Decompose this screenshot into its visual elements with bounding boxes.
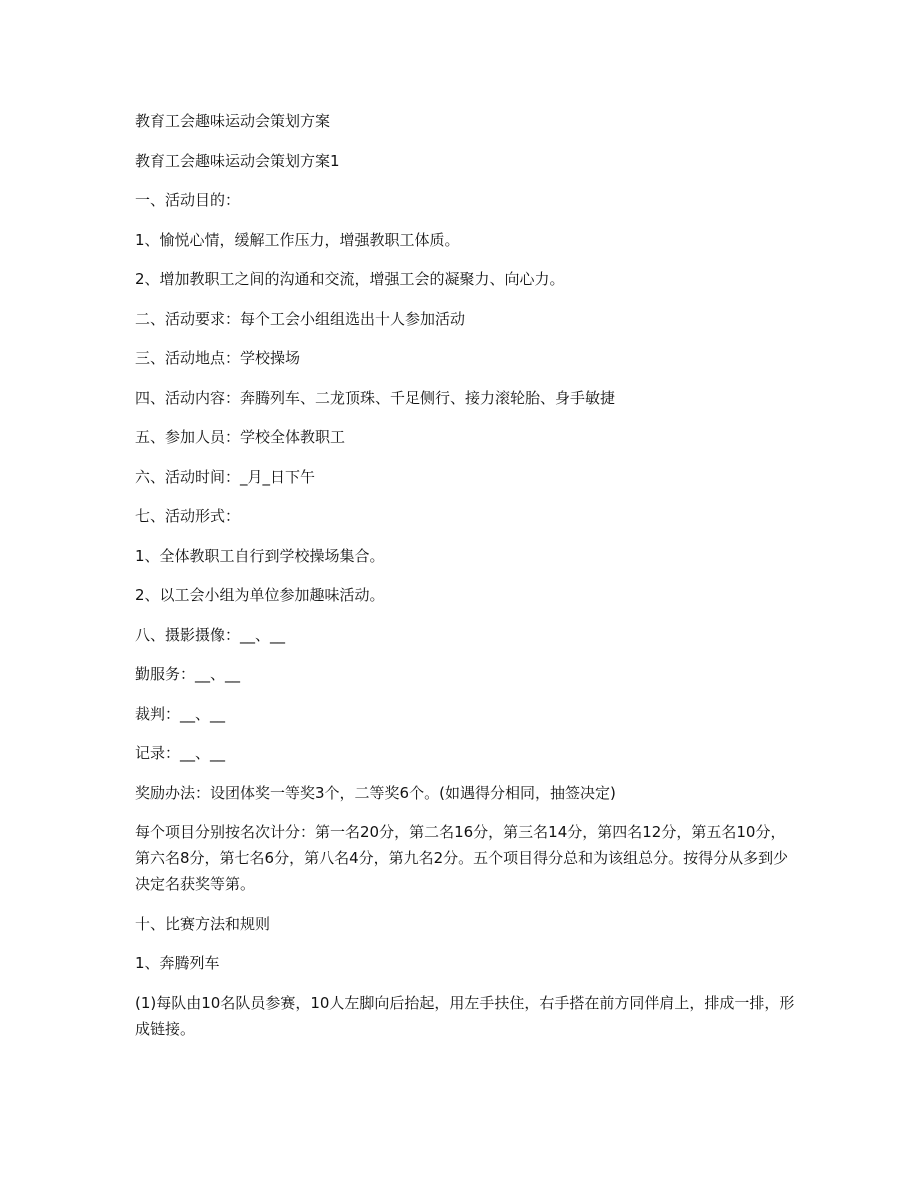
rule-event-1-detail: (1)每队由10名队员参赛，10人左脚向后抬起，用左手扶住，右手搭在前方同伴肩上，排成一排，形成链接。 bbox=[135, 993, 795, 1038]
document-body bbox=[135, 108, 795, 1055]
section-photography: 八、摄影摄像：__、__ bbox=[135, 625, 286, 644]
section-format-heading: 七、活动形式： bbox=[135, 507, 241, 525]
section-location: 三、活动地点：学校操场 bbox=[135, 349, 301, 367]
plan-heading: 教育工会趣味运动会策划方案1 bbox=[135, 151, 340, 170]
document-title: 教育工会趣味运动会策划方案 bbox=[135, 112, 331, 130]
section-requirements: 二、活动要求：每个工会小组组选出十人参加活动 bbox=[135, 309, 466, 328]
purpose-item-2: 2、增加教职工之间的沟通和交流，增强工会的凝聚力、向心力。 bbox=[135, 270, 565, 288]
referees: 裁判：__、__ bbox=[135, 704, 226, 723]
section-rules-heading: 十、比赛方法和规则 bbox=[135, 914, 271, 933]
award-method: 奖励办法：设团体奖一等奖3个，二等奖6个。(如遇得分相同，抽签决定) bbox=[135, 783, 616, 802]
service-staff: 勤服务：__、__ bbox=[135, 665, 241, 683]
rule-event-1-heading: 1、奔腾列车 bbox=[135, 954, 220, 972]
purpose-item-1: 1、愉悦心情，缓解工作压力，增强教职工体质。 bbox=[135, 230, 460, 249]
format-item-1: 1、全体教职工自行到学校操场集合。 bbox=[135, 546, 385, 565]
section-content: 四、活动内容：奔腾列车、二龙顶珠、千足侧行、接力滚轮胎、身手敏捷 bbox=[135, 388, 616, 407]
scoring-rules: 每个项目分别按名次计分：第一名20分，第二名16分，第三名14分，第四名12分，第五名10分，第六名8分，第七名6分，第八名4分，第九名2分。五个项目得分总和为该组总分。按得分从多到少决定名获奖等第。 bbox=[135, 823, 789, 893]
section-purpose-heading: 一、活动目的： bbox=[135, 191, 241, 209]
format-item-2: 2、以工会小组为单位参加趣味活动。 bbox=[135, 586, 385, 604]
section-time: 六、活动时间：_月_日下午 bbox=[135, 467, 316, 486]
section-participants: 五、参加人员：学校全体教职工 bbox=[135, 428, 346, 446]
recorders: 记录：__、__ bbox=[135, 744, 226, 762]
